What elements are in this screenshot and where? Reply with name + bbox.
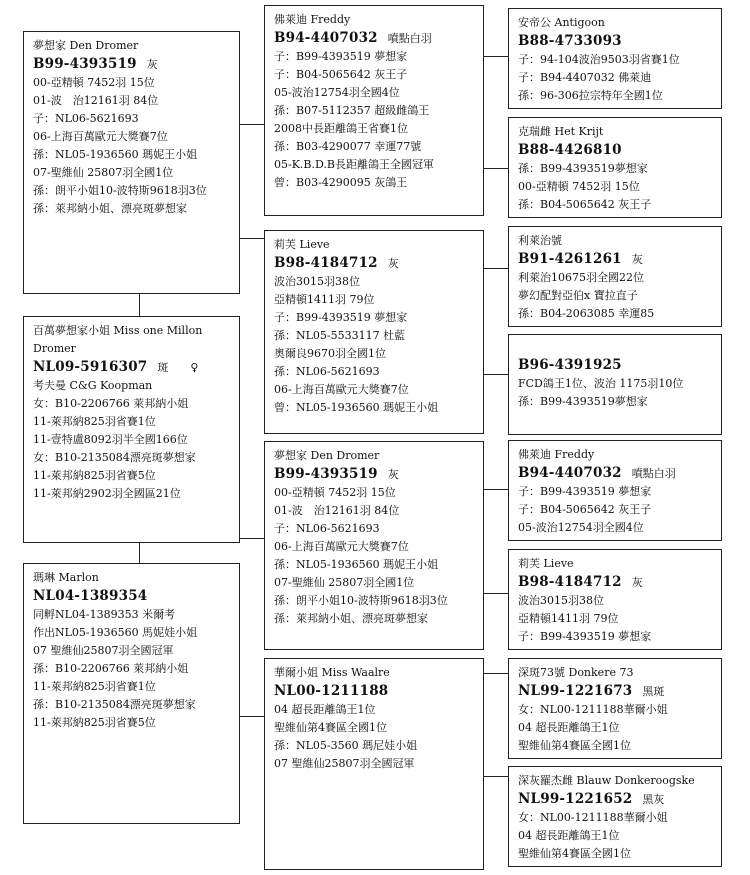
record-line: 04 超長距離鴿王1位 [274,703,376,716]
pigeon-name: 安帝公 Antigoon [518,16,605,29]
record-line: 01-波 治12161羽 84位 [33,94,159,107]
ring-number-text: NL00-1211188 [274,683,389,699]
pigeon-name: 莉芙 Lieve [274,238,330,251]
ring-color: 黑灰 [642,793,665,806]
pedigree-card-marlon [23,563,240,824]
record-line: 考夫曼 C&G Koopman [33,379,153,392]
ring-color: 噴點白羽 [631,467,676,480]
ring-number [274,682,475,701]
pigeon-name: 佛萊迪 Freddy [274,13,351,26]
ring-color: 灰 [631,253,643,266]
ring-number [33,358,231,377]
ring-number-text: B98-4184712 [518,574,622,590]
ring-number-text: NL99-1221673 [518,683,633,699]
record-line: 孫：朗平小姐10-波特斯9618羽3位 [274,594,448,607]
pedigree-card-lieve-g3 [508,549,722,650]
ring-number [33,55,231,74]
pigeon-name: 瑪琳 Marlon [33,571,99,584]
record-line: 孫：B04-2063085 幸運85 [518,307,655,320]
record-line: 同孵NL04-1389353 米爾考 [33,608,176,621]
record-line: 00-亞精頓 7452羽 15位 [518,180,640,193]
ring-color: 斑 ♀ [157,361,199,374]
record-line: FCD鴿王1位、波治 1175羽10位 [518,377,684,390]
pedigree-card-blauw [508,766,722,867]
record-line: 05-波治12754羽全國4位 [518,521,644,534]
record-line: 11-萊邦納825羽省賽1位 [33,680,156,693]
record-line: 女：B10-2206766 萊邦納小姐 [33,397,189,410]
record-line: 波治3015羽38位 [274,275,360,288]
ring-color: 灰 [387,257,399,270]
record-line: 利萊治10675羽全國22位 [518,271,644,284]
record-line: 00-亞精頓 7452羽 15位 [33,76,155,89]
record-line: 05-波治12754羽全國4位 [274,86,400,99]
connector-line [483,673,508,674]
record-line: 04 超長距離鴿王1位 [518,829,620,842]
connector-line [139,293,140,317]
record-line: 孫：NL05-1936560 瑪妮王小姐 [33,148,198,161]
ring-number [518,356,713,375]
record-line: 11-萊邦納825羽省賽5位 [33,716,156,729]
pedigree-card-antigoon [508,8,722,109]
ring-number-text: NL99-1221652 [518,791,633,807]
record-line: 波治3015羽38位 [518,594,604,607]
record-line: 孫：萊邦納小姐、漂亮斑夢想家 [274,612,428,625]
record-line: 04 超長距離鴿王1位 [518,721,620,734]
record-line: 07-聖維仙 25807羽全國1位 [274,576,415,589]
ring-number-text: B94-4407032 [518,465,622,481]
record-line: 11-萊邦納825羽省賽5位 [33,469,156,482]
ring-number-text: B98-4184712 [274,255,378,271]
ring-number [518,250,713,269]
ring-number-text: NL04-1389354 [33,588,148,604]
record-line: 11-萊邦納2902羽全國區21位 [33,487,181,500]
record-line: 作出NL05-1936560 馬妮娃小姐 [33,626,198,639]
connector-line [483,268,508,269]
ring-number [518,682,713,701]
record-line: 亞精頓1411羽 79位 [274,293,375,306]
record-line: 孫：B99-4393519夢想家 [518,162,648,175]
pedigree-card-donkere73 [508,658,722,759]
record-line: 子：B99-4393519 夢想家 [274,50,408,63]
record-line: 孫：NL05-5533117 杜藍 [274,329,406,342]
record-line: 00-亞精頓 7452羽 15位 [274,486,396,499]
record-line: 孫：NL05-1936560 瑪妮王小姐 [274,558,439,571]
connector-line [483,56,508,57]
record-line: 子：94-104波治9503羽省賽1位 [518,53,680,66]
record-line: 女：NL00-1211188華爾小姐 [518,703,668,716]
pigeon-name: 利萊治號 [518,234,562,247]
connector-line [239,716,265,717]
record-line: 女：NL00-1211188華爾小姐 [518,811,668,824]
ring-number [274,29,475,48]
pedigree-card-het-krijt [508,117,722,218]
pedigree-card-b91 [508,226,722,327]
ring-number [518,464,713,483]
record-line: 奧爾良9670羽全國1位 [274,347,386,360]
ring-number-text: B88-4733093 [518,33,622,49]
record-line: 子：B04-5065642 灰王子 [274,68,408,81]
record-line: 曾：B03-4290095 灰鴿王 [274,176,408,189]
record-line: 子：B04-5065642 灰王子 [518,503,652,516]
record-line: 05-K.B.D.B長距離鴿王全國冠軍 [274,158,435,171]
record-line: 11-萊邦納825羽省賽1位 [33,415,156,428]
record-line: 06-上海百萬歐元大獎賽7位 [274,383,409,396]
ring-color: 灰 [146,58,158,71]
connector-line [483,776,508,777]
pedigree-card-freddy-g3 [508,440,722,541]
record-line: 孫：96-306拉宗特年全國1位 [518,89,663,102]
ring-number-text: NL09-5916307 [33,359,148,375]
ring-number-text: B99-4393519 [274,466,378,482]
connector-line [483,374,508,375]
record-line: 孫：萊邦納小姐、漂亮斑夢想家 [33,202,187,215]
record-line: 11-壹特盧8092羽半全國166位 [33,433,188,446]
ring-number [518,790,713,809]
ring-number-text: B91-4261261 [518,251,622,267]
ring-number [518,141,713,160]
pedigree-card-b96 [508,334,722,435]
record-line: 子：B99-4393519 夢想家 [518,630,652,643]
record-line: 孫：NL06-5621693 [274,365,380,378]
record-line: 01-波 治12161羽 84位 [274,504,400,517]
pigeon-name: 深灰羅杰雌 Blauw Donkeroogske [518,774,695,787]
ring-number-text: B88-4426810 [518,142,622,158]
pigeon-name: 夢想家 Den Dromer [274,449,380,462]
record-line: 孫：B10-2206766 萊邦納小姐 [33,662,189,675]
record-line: 06-上海百萬歐元大獎賽7位 [274,540,409,553]
record-line: 聖維仙第4賽區全國1位 [274,721,387,734]
pedigree-card-sire [23,31,240,294]
pedigree-card-lieve [264,230,484,434]
record-line: 孫：B04-5065642 灰王子 [518,198,652,211]
pedigree-card-freddy [264,5,484,216]
record-line: 子：B99-4393519 夢想家 [274,311,408,324]
ring-number [518,573,713,592]
connector-line [139,542,140,564]
record-line: 曾：NL05-1936560 瑪妮王小姐 [274,401,439,414]
ring-number [518,32,713,51]
record-line: 聖維仙第4賽區全國1位 [518,739,631,752]
record-line: 子：B94-4407032 佛萊迪 [518,71,652,84]
record-line: 孫：B10-2135084漂亮斑夢想家 [33,698,196,711]
connector-line [239,238,265,239]
ring-number [33,587,231,606]
record-line: 孫：NL05-3560 瑪尼娃小姐 [274,739,418,752]
record-line: 子：B99-4393519 夢想家 [518,485,652,498]
record-line: 子：NL06-5621693 [33,112,139,125]
connector-line [483,168,508,169]
pigeon-name: 深斑73號 Donkere 73 [518,666,634,679]
record-line: 07 聖維仙25807羽全國冠軍 [274,757,415,770]
ring-number-text: B99-4393519 [33,56,137,72]
record-line: 07-聖維仙 25807羽全國1位 [33,166,174,179]
record-line: 夢幻配對亞伯x 寶拉直子 [518,289,638,302]
connector-line [483,593,508,594]
ring-color: 灰 [387,468,399,481]
pigeon-name: 莉芙 Lieve [518,557,574,570]
record-line: 孫：B07-5112357 超級雌鴿王 [274,104,430,117]
ring-number [274,465,475,484]
ring-number-text: B94-4407032 [274,30,378,46]
record-line: 孫：B99-4393519夢想家 [518,395,648,408]
connector-line [239,124,265,125]
pigeon-name: 夢想家 Den Dromer [33,39,139,52]
record-line: 2008中長距離鴿王省賽1位 [274,122,408,135]
record-line: 聖維仙第4賽區全國1位 [518,847,631,860]
connector-line [239,538,265,539]
record-line: 06-上海百萬歐元大獎賽7位 [33,130,168,143]
pigeon-name: 百萬夢想家小姐 Miss one Millon Dromer [33,324,203,355]
connector-line [483,489,508,490]
record-line: 孫：B03-4290077 幸運77號 [274,140,422,153]
ring-color: 黑斑 [642,685,665,698]
record-line: 子：NL06-5621693 [274,522,380,535]
record-line: 孫：朗平小姐10-波特斯9618羽3位 [33,184,207,197]
ring-color: 噴點白羽 [387,32,432,45]
record-line: 女：B10-2135084漂亮斑夢想家 [33,451,196,464]
pigeon-name: 佛萊迪 Freddy [518,448,595,461]
ring-number-text: B96-4391925 [518,357,622,373]
pigeon-name: 克瑞雌 Het Krijt [518,125,604,138]
record-line: 亞精頓1411羽 79位 [518,612,619,625]
pedigree-card-waalre [264,658,484,870]
pedigree-card-dam [23,316,240,543]
record-line: 07 聖維仙25807羽全國冠軍 [33,644,174,657]
pigeon-name: 華爾小姐 Miss Waalre [274,666,390,679]
ring-number [274,254,475,273]
ring-color: 灰 [631,576,643,589]
pedigree-card-dromer [264,441,484,650]
